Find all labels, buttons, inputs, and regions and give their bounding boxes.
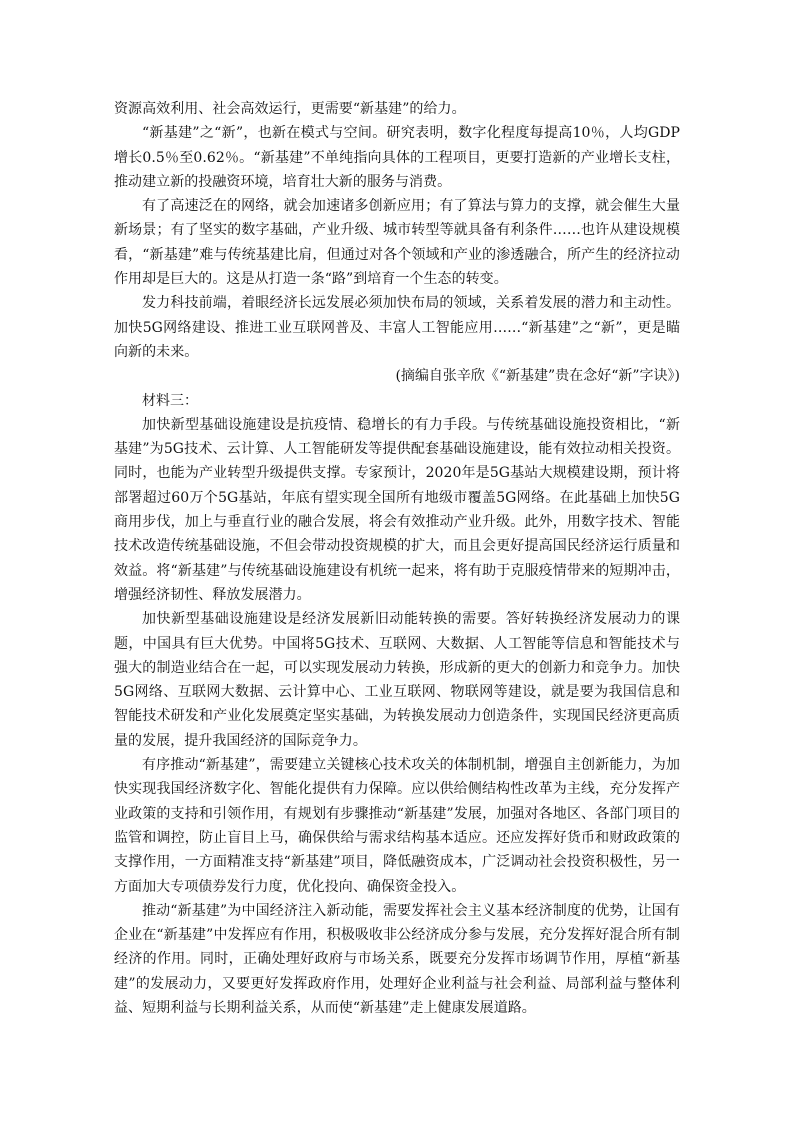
paragraph-momentum-conversion: 加快新型基础设施建设是经济发展新旧动能转换的需要。答好转换经济发展动力的课题，中国具有巨大优势。中国将5G技术、互联网、大数据、人工智能等信息和智能技术与强大的制造业结合在一起，可以实现发展动力转换，形成新的更大的创新力和竞争力。加快5G网络、互联网大数据、云计算中心、工业互联网、物联网等建设，就是要为我国信息和智能技术研发和产业化发展奠定坚实基础，为转换发展动力创造条件，实现国民经济更高质量的发展，提升我国经济的国际竞争力。 — [114, 611, 680, 749]
paragraph-epidemic-growth: 加快新型基础设施建设是抗疫情、稳增长的有力手段。与传统基础设施投资相比，“新基建”为5G技术、云计算、人工智能研发等提供配套基础设施建设，能有效拉动相关投资。同时，也能为产业转型升级提供支撑。专家预计，2020年是5G基站大规模建设期，预计将部署超过60万个5G基站，年底有望实现全国所有地级市覆盖5G网络。在此基础上加快5G商用步伐，加上与垂直行业的融合发展，将会有效推动产业升级。此外，用数字技术、智能技术改造传统基础设施，不但会带动投资规模的扩大，而且会更好提高国民经济运行质量和效益。将“新基建”与传统基础设施建设有机统一起来，将有助于克服疫情带来的短期冲击，增强经济韧性、释放发展潜力。 — [114, 416, 680, 603]
material-three-heading: 材料三： — [142, 392, 198, 409]
source-citation: (摘编自张辛欣《“新基建”贵在念好“新”字诀》) — [395, 368, 680, 385]
paragraph-orderly-promotion: 有序推动“新基建”，需要建立关键核心技术攻关的体制机制，增强自主创新能力，为加快实现我国经济数字化、智能化提供有力保障。应以供给侧结构性改革为主线，充分发挥产业政策的支持和引领作用，有规划有步骤推动“新基建”发展，加强对各地区、各部门项目的监管和调控，防止盲目上马，确保供给与需求结构基本适应。还应发挥好货币和财政政策的支撑作用，一方面精准支持“新基建”项目，降低融资成本，广泛调动社会投资积极性，另一方面加大专项债券发行力度，优化投向、确保资金投入。 — [114, 757, 680, 895]
paragraph-network-applications: 有了高速泛在的网络，就会加速诸多创新应用；有了算法与算力的支撑，就会催生大量新场景；有了坚实的数字基础，产业升级、城市转型等就具备有利条件……也许从建设规模看，“新基建”难与传统基建比肩，但通过对各个领域和产业的渗透融合，所产生的经济拉动作用却是巨大的。这是从打造一条“路”到培育一个生态的转变。 — [114, 198, 680, 288]
paragraph-technology-frontier: 发力科技前端，着眼经济长远发展必须加快布局的领域，关系着发展的潜力和主动性。加快5G网络建设、推进工业互联网普及、丰富人工智能应用……“新基建”之“新”，更是瞄向新的未来。 — [114, 295, 680, 360]
paragraph-continuation: 资源高效利用、社会高效运行，更需要“新基建”的给力。 — [114, 101, 466, 117]
paragraph-new-model: “新基建”之“新”，也新在模式与空间。研究表明，数字化程度每提高10％，人均GDP增长0.5％至0.62％。“新基建”不单纯指向具体的工程项目，更要打造新的产业增长支柱，推动建立新的投融资环境，培育壮大新的服务与消费。 — [114, 125, 680, 190]
document-page — [114, 97, 680, 1020]
paragraph-new-momentum: 推动“新基建”为中国经济注入新动能，需要发挥社会主义基本经济制度的优势，让国有企业在“新基建”中发挥应有作用，积极吸收非公经济成分参与发展，充分发挥好混合所有制经济的作用。同时，正确处理好政府与市场关系，既要充分发挥市场调节作用，厚植“新基建”的发展动力，又要更好发挥政府作用，处理好企业利益与社会利益、局部利益与整体利益、短期利益与长期利益关系，从而使“新基建”走上健康发展道路。 — [114, 902, 680, 1016]
